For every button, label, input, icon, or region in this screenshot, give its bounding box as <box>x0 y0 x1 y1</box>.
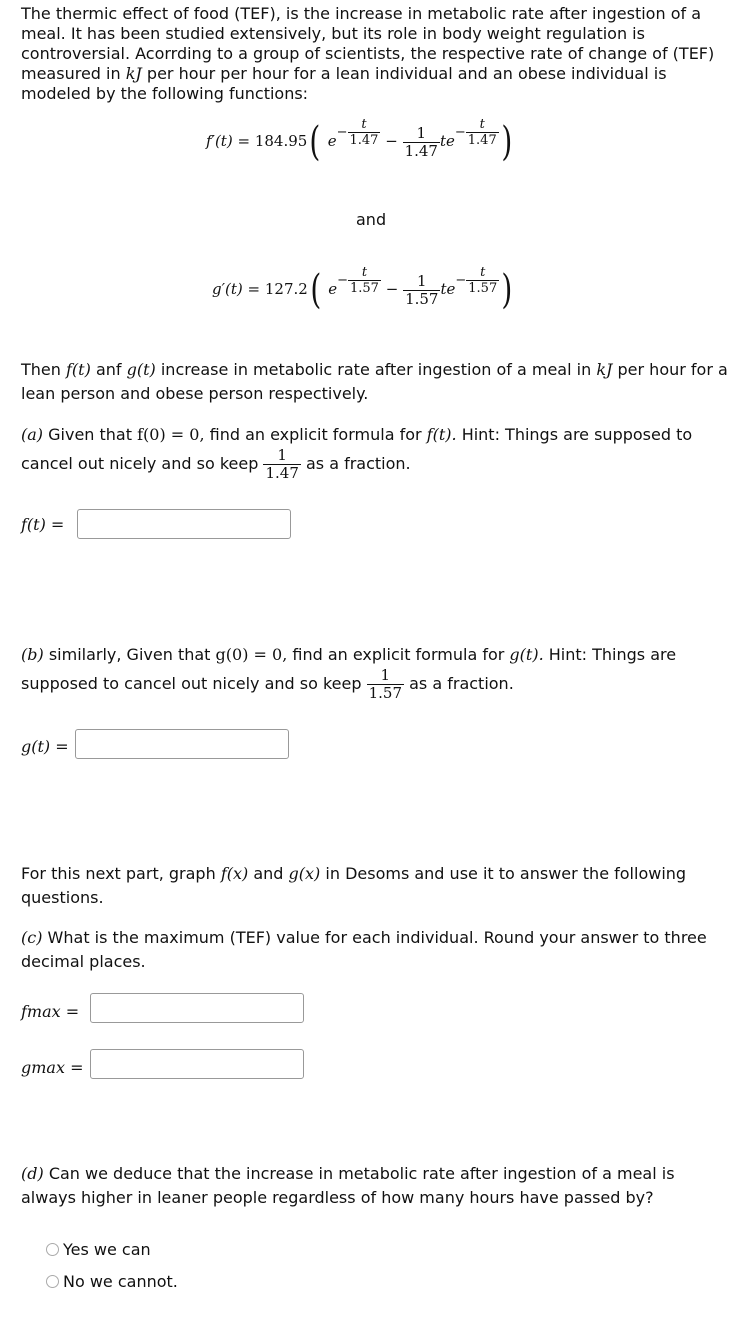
intro-paragraph: The thermic effect of food (TEF), is the increase in metabolic rate after ingestion of a meal. It has been studied extensively, but its role in body weight regulation is controversial. Acorrding to a group of scientists, the respective rate of change of (TEF) measured in kJ per hour per hour for a lean individual and an obese individual is modeled by the following functions: <box>21 4 715 103</box>
part-c-question: (c) What is the maximum (TEF) value for each individual. Round your answer to three decimal places. <box>21 928 707 971</box>
g-answer-input[interactable] <box>75 729 289 759</box>
gmax-label: gmax = <box>21 1058 84 1077</box>
part-a-question: (a) Given that f(0) = 0, find an explicit formula for f(t). Hint: Things are supposed to cancel out nicely and so keep $\frac{1}{1.47}$ as a fraction. <box>21 425 693 482</box>
part-d-question: (d) Can we deduce that the increase in metabolic rate after ingestion of a meal is always higher in leaner people regardless of how many hours have passed by? <box>21 1164 675 1207</box>
graph-instruction: For this next part, graph f(x) and g(x) in Desoms and use it to answer the following questions. <box>21 864 687 907</box>
option-no[interactable]: No we cannot. <box>46 1272 178 1291</box>
radio-yes[interactable] <box>46 1243 59 1256</box>
fmax-input[interactable] <box>90 993 304 1023</box>
unit-kj: kJ <box>125 64 142 83</box>
f-answer-label: f(t) = <box>21 515 65 534</box>
radio-no[interactable] <box>46 1275 59 1288</box>
equation-f-prime: f′(t) = 184.95( e− $\frac{t}{1.47}$ − $\frac{1}{1.47}$ te− $\frac{t}{1.47}$ ) <box>206 117 513 165</box>
fmax-label: fmax = <box>21 1002 80 1021</box>
equation-g-prime: g′(t) = 127.2( e− $\frac{t}{1.57}$ − $\frac{1}{1.57}$ te− $\frac{t}{1.57}$ ) <box>212 265 513 313</box>
part-b-question: (b) similarly, Given that g(0) = 0, find an explicit formula for g(t). Hint: Things are supposed to cancel out nicely and so keep $\frac{1}{1.57}$ as a fraction. <box>21 645 677 702</box>
gmax-input[interactable] <box>90 1049 304 1079</box>
f-answer-input[interactable] <box>77 509 291 539</box>
then-paragraph: Then f(t) anf g(t) increase in metabolic rate after ingestion of a meal in kJ per hour for a lean person and obese person respectively. <box>21 360 728 403</box>
g-answer-label: g(t) = <box>21 737 69 756</box>
option-yes[interactable]: Yes we can <box>46 1240 151 1259</box>
and-text: and <box>356 210 387 229</box>
